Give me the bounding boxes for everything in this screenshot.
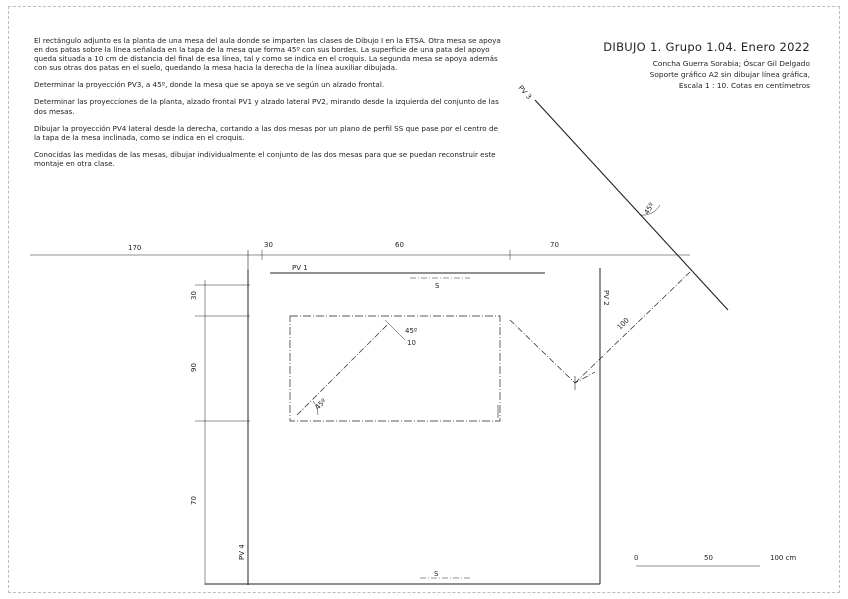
- scale-bar-50: 50: [704, 554, 713, 562]
- title-block-title: DIBUJO 1. Grupo 1.04. Enero 2022: [603, 40, 810, 54]
- dimension-100: 100: [615, 316, 631, 332]
- label-pv3: PV 3: [516, 83, 533, 102]
- scale-bar-100cm: 100 cm: [770, 554, 797, 562]
- dimension-30-top: 30: [264, 241, 273, 249]
- label-pv2: PV 2: [602, 290, 610, 306]
- dimension-70-top: 70: [550, 241, 559, 249]
- dimension-60: 60: [395, 241, 404, 249]
- offset-mark: [385, 320, 405, 340]
- dimension-10: 10: [407, 339, 416, 347]
- auxiliary-45-line: [297, 324, 388, 415]
- label-s-top: S: [435, 282, 440, 290]
- statement-paragraph-5: Conocidas las medidas de las mesas, dibujar individualmente el conjunto de las dos mesas para que se puedan reconstruir este montaje en otra clase.: [34, 149, 496, 168]
- angle-45-small: 45º: [405, 327, 418, 335]
- dimension-90-left: 90: [190, 363, 198, 372]
- scale-bar-0: 0: [634, 554, 639, 562]
- dimension-70-left: 70: [190, 496, 198, 505]
- label-s-bottom: S: [434, 570, 439, 578]
- angle-45-right: 45º: [642, 201, 656, 216]
- angle-45-left: 45º: [313, 397, 329, 412]
- title-block-scale: Escala 1 : 10. Cotas en centímetros: [678, 81, 810, 90]
- label-pv4: PV 4: [238, 544, 246, 560]
- pv3-line: [535, 100, 728, 310]
- statement-paragraph-3: Determinar las proyecciones de la planta, alzado frontal PV1 y alzado lateral PV2, mirando desde la izquierda del conjunto de las dos mesas.: [34, 97, 499, 116]
- construction-polyline: [510, 320, 595, 383]
- statement-paragraph-1: El rectángulo adjunto es la planta de una mesa del aula donde se imparten las clases de Dibujo I en la ETSA. Otra mesa se apoya en dos patas sobre la línea señalada en la tapa de la mesa que forma 45º con sus bordes. La superficie de una pata del apoyo queda situada a 10 cm de distancia del final de esa línea, tal y como se indica en el croquis. La segunda mesa se apoya además con sus otras dos patas en el suelo, quedando la mesa hacia la derecha de la línea auxiliar dibujada.: [34, 36, 501, 73]
- title-block-support: Soporte gráfico A2 sin dibujar línea gráfica,: [649, 70, 810, 79]
- title-block-authors: Concha Guerra Sorabia; Óscar Gil Delgado: [652, 59, 810, 68]
- dimension-30-left: 30: [190, 291, 198, 300]
- statement-paragraph-4: Dibujar la proyección PV4 lateral desde la derecha, cortando a las dos mesas por un plano de perfil SS que pase por el centro de la tapa de la mesa inclinada, como se indica en el croquis.: [34, 123, 498, 142]
- label-pv1: PV 1: [292, 264, 308, 272]
- projection-line-100: [575, 272, 690, 383]
- statement-paragraph-2: Determinar la proyección PV3, a 45º, donde la mesa que se apoya se ve según un alzado frontal.: [34, 80, 385, 90]
- dimension-170: 170: [128, 244, 142, 252]
